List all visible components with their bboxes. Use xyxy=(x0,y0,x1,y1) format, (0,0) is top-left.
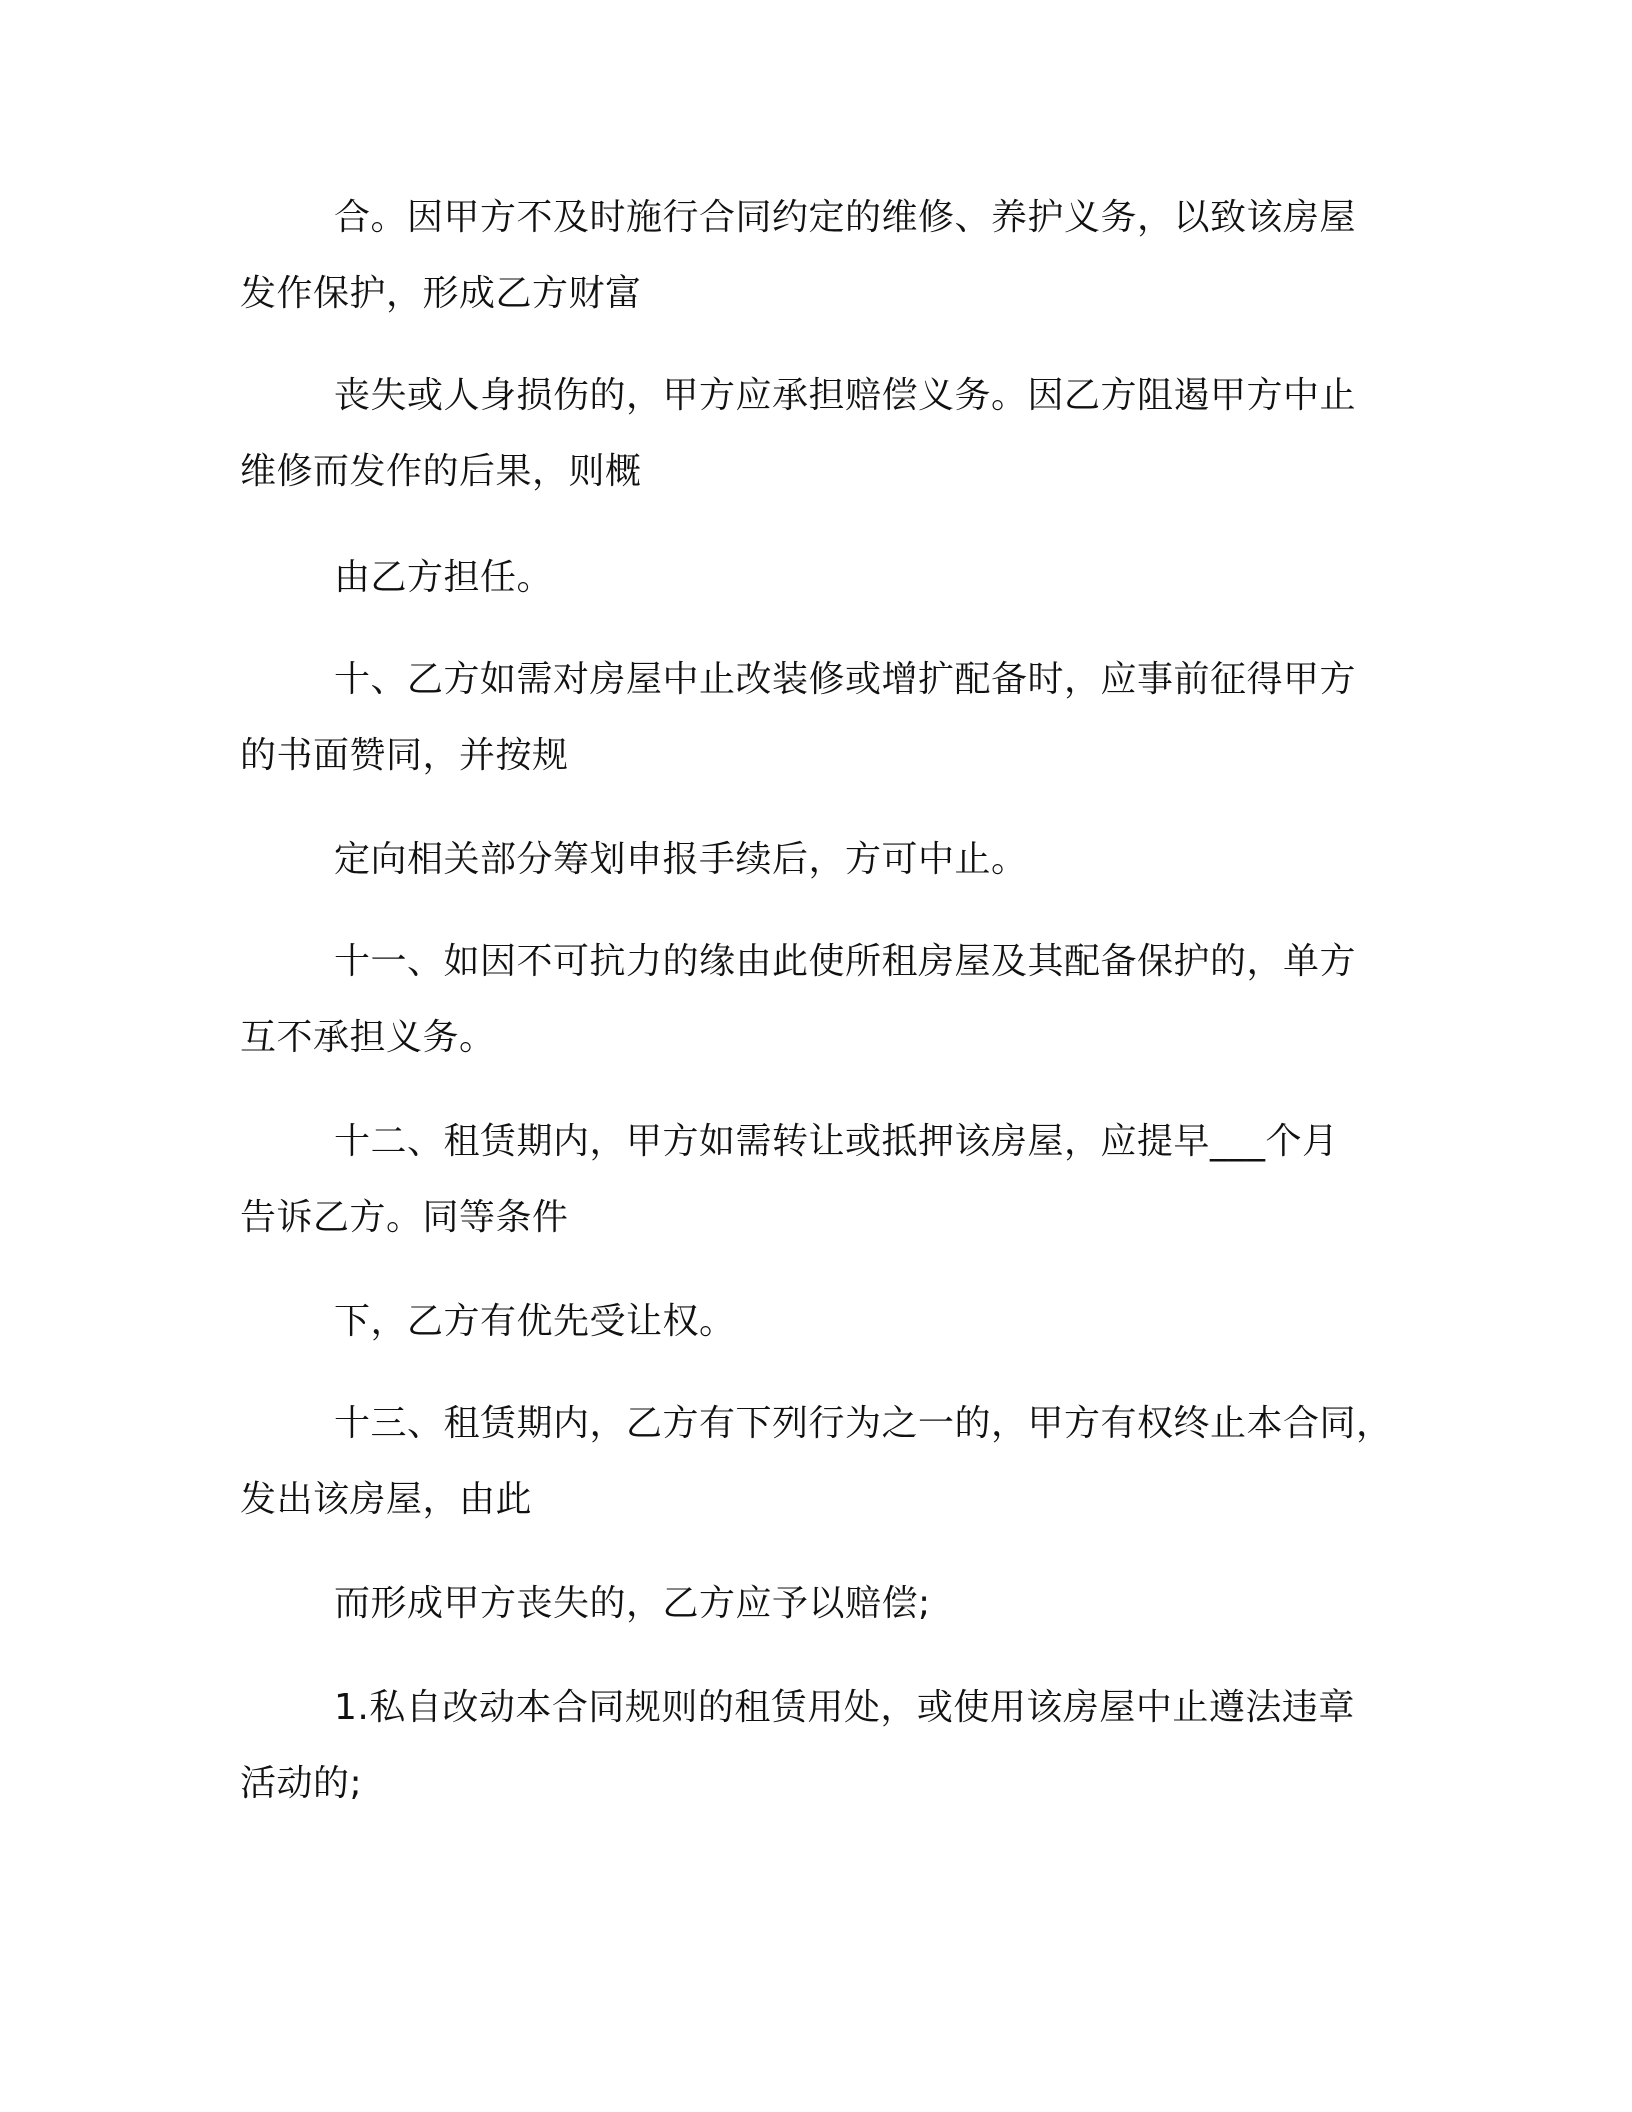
paragraph-line: 丧失或人身损伤的，甲方应承担赔偿义务。因乙方阻遏甲方中止 xyxy=(334,375,1357,416)
paragraph-line: 1.私自改动本合同规则的租赁用处，或使用该房屋中止遵法违章 xyxy=(334,1687,1355,1728)
paragraph-line: 互不承担义务。 xyxy=(240,1017,496,1058)
paragraph-line: 发出该房屋，由此 xyxy=(240,1479,533,1520)
paragraph-line: 的书面赞同，并按规 xyxy=(240,735,569,776)
paragraph-line: 发作保护，形成乙方财富 xyxy=(240,273,642,314)
paragraph-line: 十二、租赁期内，甲方如需转让或抵押该房屋，应提早___个月 xyxy=(334,1121,1339,1162)
paragraph-line: 十一、如因不可抗力的缘由此使所租房屋及其配备保护的，单方 xyxy=(334,941,1357,982)
paragraph-line: 合。因甲方不及时施行合同约定的维修、养护义务，以致该房屋 xyxy=(334,197,1357,238)
paragraph-line: 维修而发作的后果，则概 xyxy=(240,451,642,492)
paragraph-line: 十三、租赁期内，乙方有下列行为之一的，甲方有权终止本合同， xyxy=(334,1403,1393,1444)
paragraph-line: 告诉乙方。同等条件 xyxy=(240,1197,569,1238)
paragraph-line: 定向相关部分筹划申报手续后，方可中止。 xyxy=(334,839,1028,880)
paragraph-line: 下，乙方有优先受让权。 xyxy=(334,1301,736,1342)
paragraph-line: 而形成甲方丧失的，乙方应予以赔偿; xyxy=(334,1583,931,1624)
paragraph-line: 活动的; xyxy=(240,1763,363,1804)
paragraph-line: 十、乙方如需对房屋中止改装修或增扩配备时，应事前征得甲方 xyxy=(334,659,1357,700)
paragraph-line: 由乙方担任。 xyxy=(334,557,554,598)
